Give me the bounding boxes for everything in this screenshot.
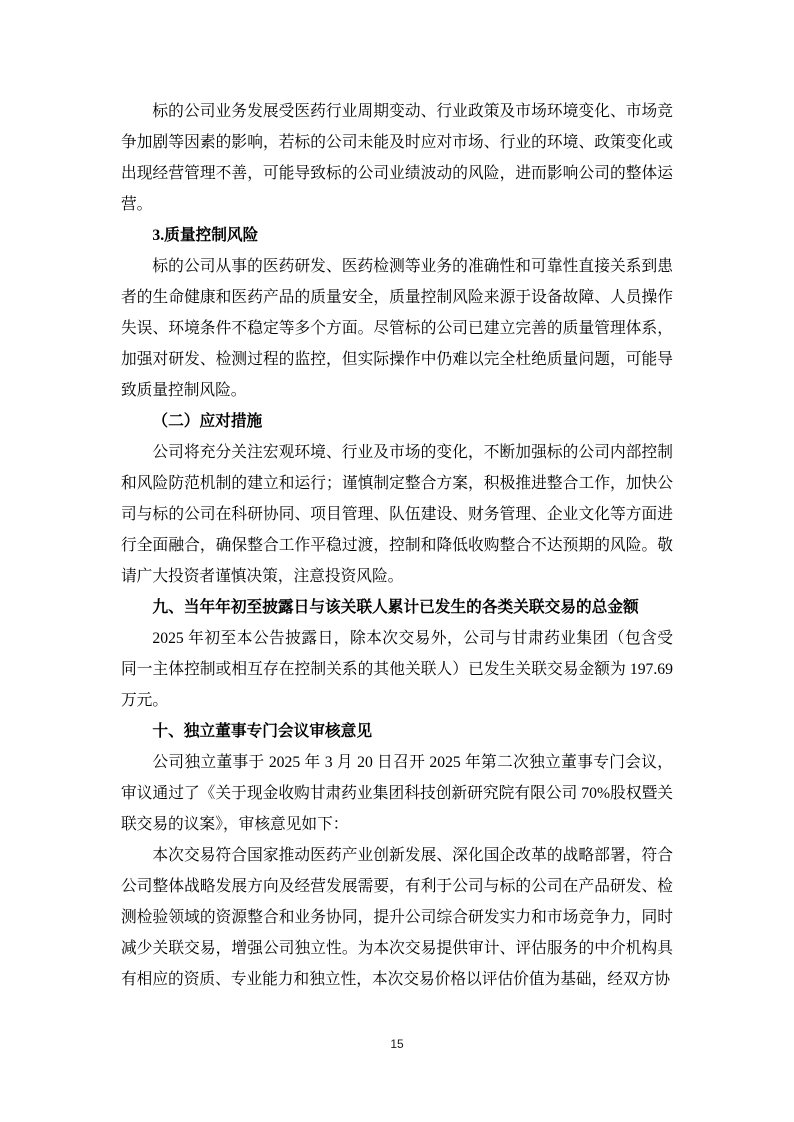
paragraph-independent-directors-meeting: 公司独立董事于 2025 年 3 月 20 日召开 2025 年第二次独立董事专门会议，审议通过了《关于现金收购甘肃药业集团科技创新研究院有限公司 70%股权暨关联交易的议案》，审核意见如下： (121, 754, 673, 833)
paragraph-quality-control-risk-detail: 标的公司从事的医药研发、医药检测等业务的准确性和可靠性直接关系到患者的生命健康和医药产品的质量安全，质量控制风险来源于设备故障、人员操作失误、环境条件不稳定等多个方面。尽管标的公司已建立完善的质量管理体系，加强对研发、检测过程的监控，但实际操作中仍难以完全杜绝质量问题，可能导致质量控制风险。 (121, 258, 673, 399)
page-footer (0, 1036, 794, 1052)
document-body (121, 96, 673, 995)
paragraph-related-transactions-amount: 2025 年初至本公告披露日，除本次交易外，公司与甘肃药业集团（包含受同一主体控制或相互存在控制关系的其他关联人）已发生关联交易金额为 197.69 万元。 (121, 630, 673, 709)
heading-quality-control-risk: 3.质量控制风险 (152, 227, 259, 244)
heading-section-nine-related-transactions-total: 九、当年年初至披露日与该关联人累计已发生的各类关联交易的总金额 (152, 599, 639, 616)
paragraph-countermeasures-detail: 公司将充分关注宏观环境、行业及市场的变化，不断加强标的公司内部控制和风险防范机制的建立和运行；谨慎制定整合方案，积极推进整合工作，加快公司与标的公司在科研协同、项目管理、队伍建设、财务管理、企业文化等方面进行全面融合，确保整合工作平稳过渡，控制和降低收购整合不达预期的风险。敬请广大投资者谨慎决策，注意投资风险。 (121, 444, 673, 585)
heading-countermeasures: （二）应对措施 (152, 413, 263, 430)
page-number: 15 (390, 1037, 404, 1051)
paragraph-independent-directors-opinion-detail: 本次交易符合国家推动医药产业创新发展、深化国企改革的战略部署，符合公司整体战略发展方向及经营发展需要，有利于公司与标的公司在产品研发、检测检验领域的资源整合和业务协同，提升公司综合研发实力和市场竞争力，同时减少关联交易，增强公司独立性。为本次交易提供审计、评估服务的中介机构具有相应的资质、专业能力和独立性，本次交易价格以评估价值为基础，经双方协 (121, 847, 673, 988)
paragraph-industry-policy-risk: 标的公司业务发展受医药行业周期变动、行业政策及市场环境变化、市场竞争加剧等因素的影响，若标的公司未能及时应对市场、行业的环境、政策变化或出现经营管理不善，可能导致标的公司业绩波动的风险，进而影响公司的整体运营。 (121, 103, 673, 213)
heading-section-ten-independent-directors-opinion: 十、独立董事专门会议审核意见 (152, 723, 373, 740)
